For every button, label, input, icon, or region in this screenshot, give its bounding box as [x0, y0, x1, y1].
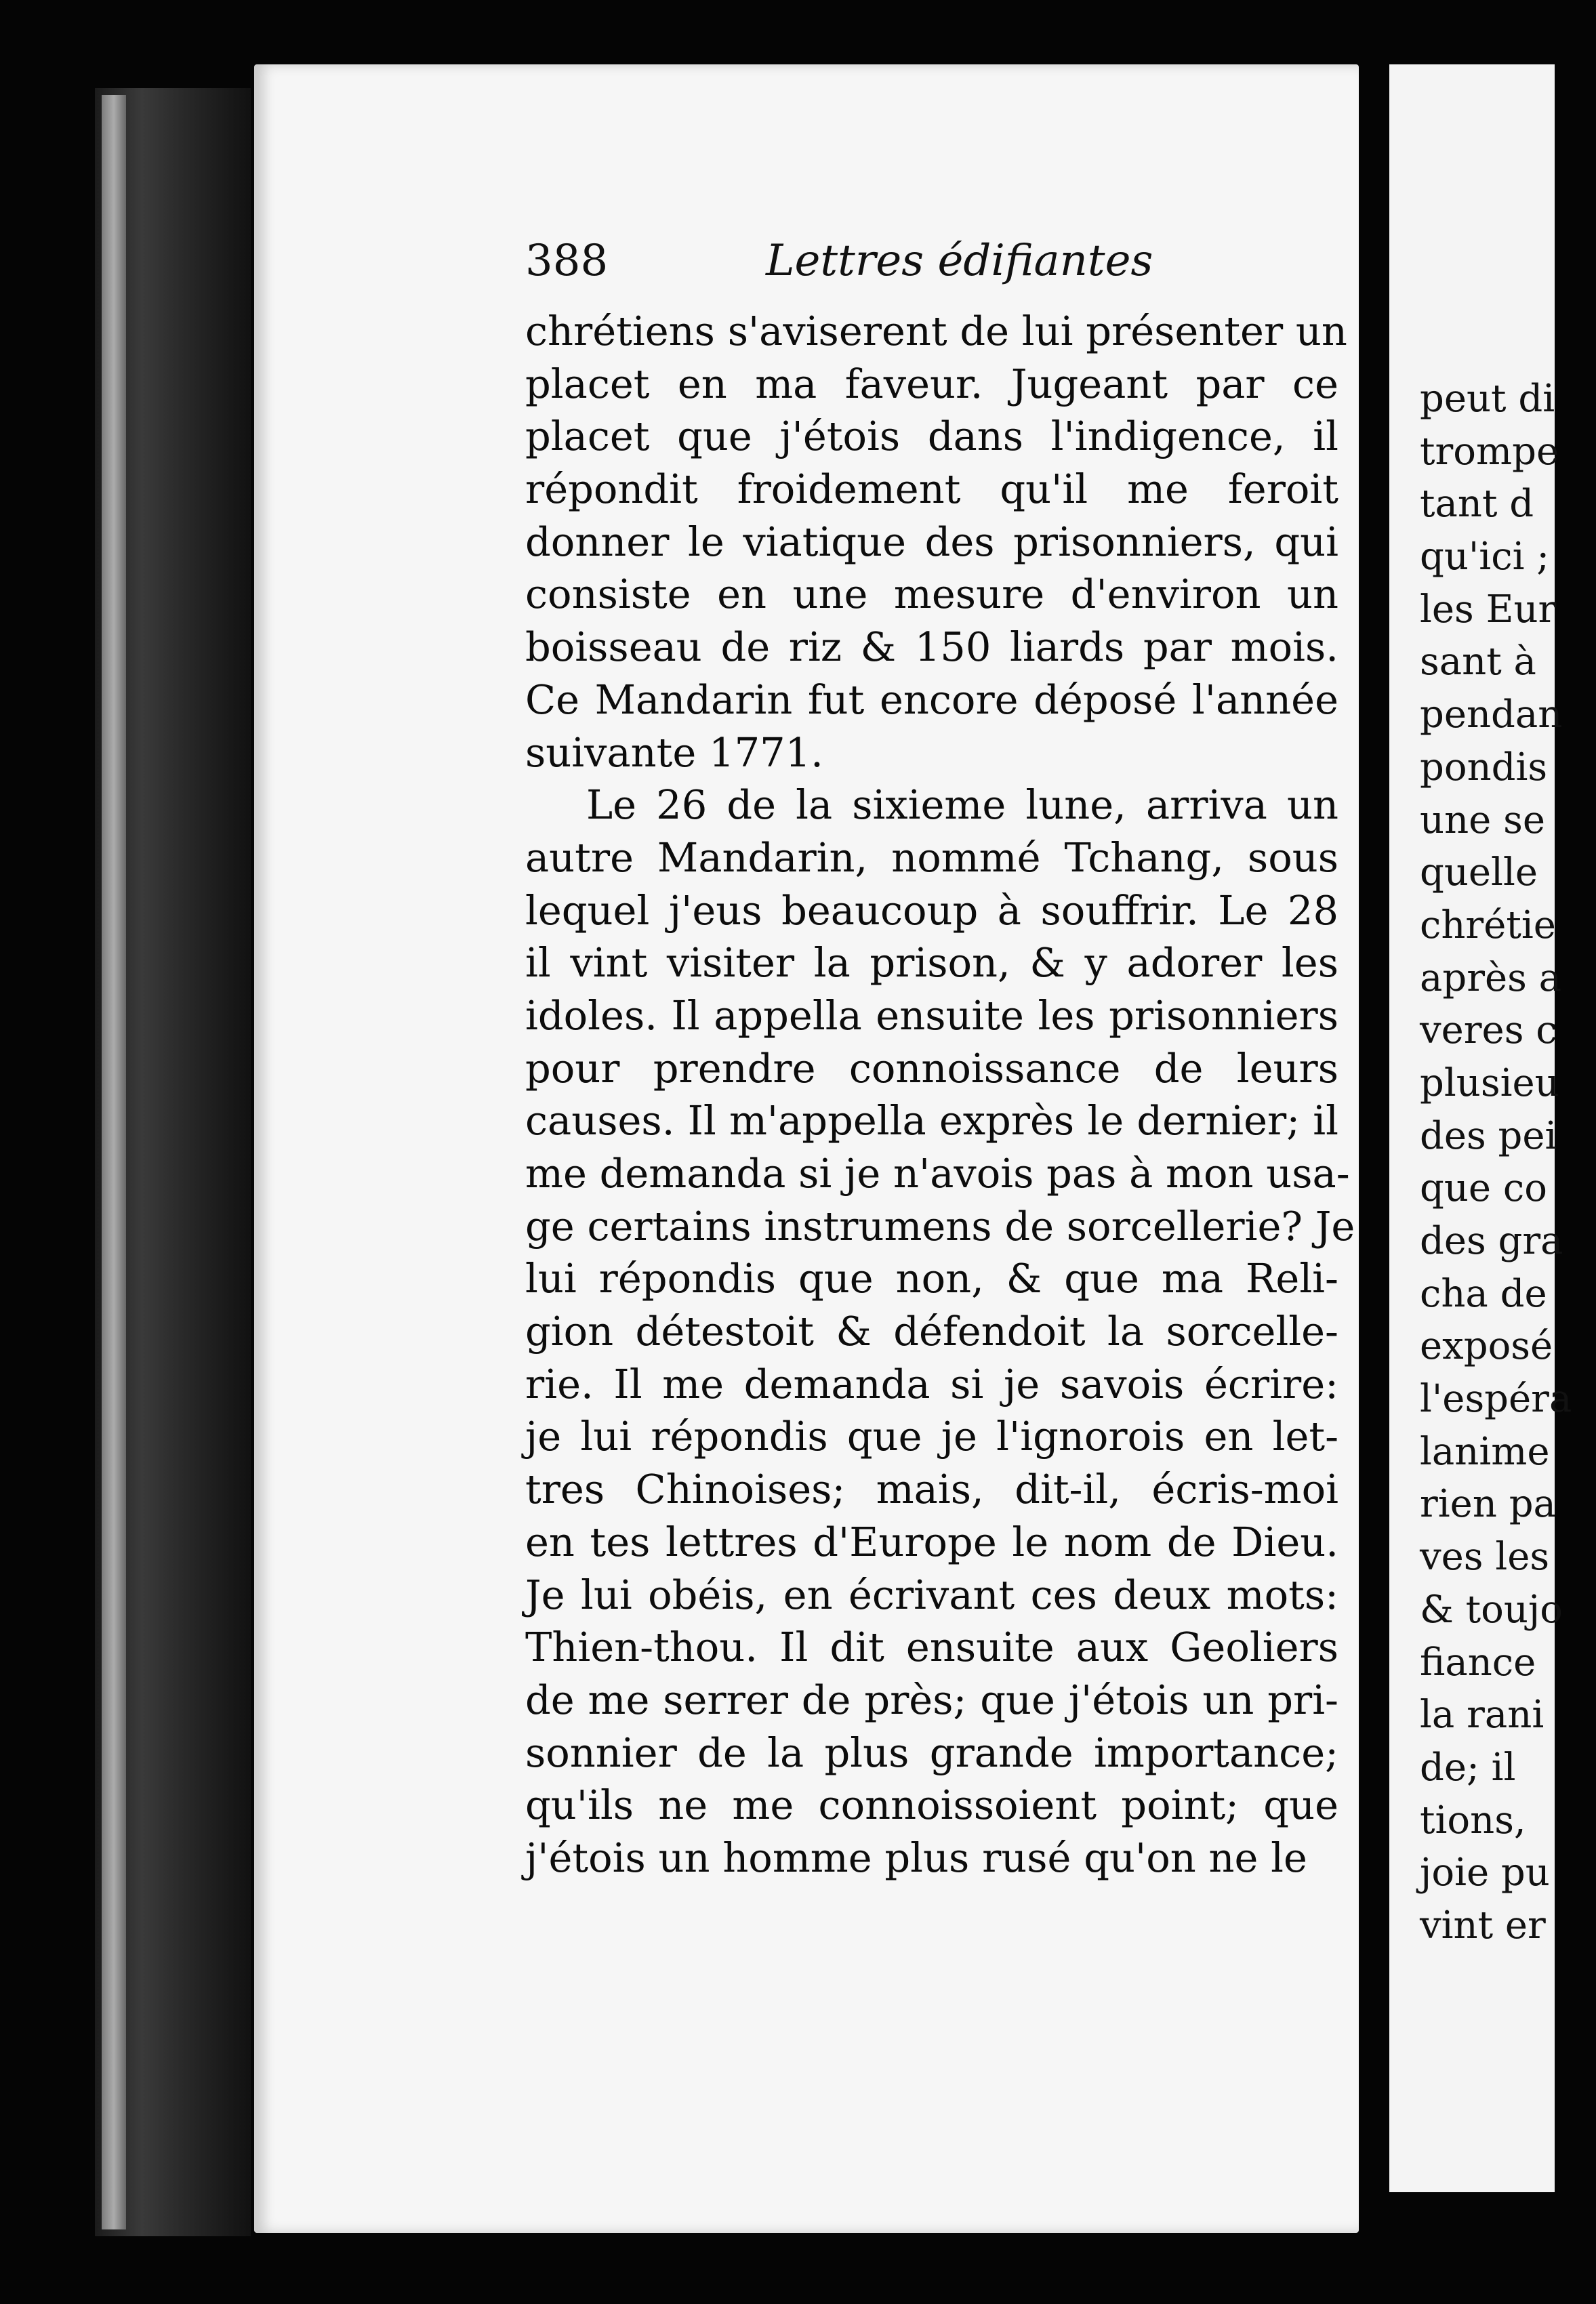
right-page-line: quelle: [1420, 850, 1538, 895]
text-line: suivante 1771.: [525, 728, 823, 776]
text-line: rie. Il me demanda si je savois écrire:: [525, 1360, 1338, 1407]
text-line: donner le viatique des prisonniers, qui: [525, 518, 1338, 565]
text-line: consiste en une mesure d'environ un: [525, 571, 1338, 618]
text-line: Le 26 de la sixieme lune, arriva un: [586, 781, 1338, 829]
text-line: répondit froidement qu'il me feroit: [525, 466, 1338, 513]
right-page-line: pendan: [1420, 693, 1563, 737]
text-line: idoles. Il appella ensuite les prisonniers: [525, 991, 1338, 1039]
right-page-line: vint er: [1420, 1903, 1546, 1948]
right-page-line: joie pu: [1420, 1851, 1550, 1895]
right-page-line: pondis: [1420, 745, 1548, 789]
right-page-line: peut di: [1420, 377, 1555, 421]
text-line: causes. Il m'appella exprès le dernier; il: [525, 1097, 1338, 1145]
text-line: boisseau de riz & 150 liards par mois.: [525, 623, 1338, 671]
text-line: ge certains instrumens de sorcellerie? Je: [525, 1202, 1355, 1250]
text-line: placet que j'étois dans l'indigence, il: [525, 413, 1338, 460]
text-line: Thien-thou. Il dit ensuite aux Geoliers: [525, 1624, 1338, 1671]
right-page-line: des pei: [1420, 1113, 1557, 1158]
right-page-line: fiance: [1420, 1640, 1536, 1685]
page-header: [525, 227, 1338, 295]
text-line: je lui répondis que je l'ignorois en let-: [525, 1413, 1338, 1460]
text-line: autre Mandarin, nommé Tchang, sous: [525, 834, 1338, 881]
text-line: j'étois un homme plus rusé qu'on ne le: [525, 1834, 1307, 1881]
text-line: lequel j'eus beaucoup à souffrir. Le 28: [525, 886, 1338, 934]
right-page-line: cha de: [1420, 1271, 1547, 1316]
text-line: sonnier de la plus grande importance;: [525, 1729, 1338, 1776]
right-page-line: rien pa: [1420, 1482, 1556, 1527]
right-page-line: de; il: [1420, 1745, 1516, 1790]
text-line: il vint visiter la prison, & y adorer les: [525, 939, 1338, 987]
right-page-line: la rani: [1420, 1693, 1544, 1737]
text-line: Ce Mandarin fut encore déposé l'année: [525, 676, 1338, 723]
right-page-partial: [1389, 64, 1572, 2192]
book-page-edges: [102, 95, 126, 2229]
right-page-line: une se: [1420, 798, 1545, 842]
right-page-line: sant à: [1420, 640, 1536, 684]
text-line: de me serrer de près; que j'étois un pri-: [525, 1676, 1338, 1723]
text-line: lui répondis que non, & que ma Reli-: [525, 1255, 1338, 1302]
running-title: Lettres édifiantes: [766, 236, 1153, 286]
right-page-line: des gra: [1420, 1219, 1563, 1263]
right-page-line: l'espéra: [1420, 1377, 1572, 1422]
right-page-line: qu'ici ;: [1420, 535, 1550, 579]
right-page-line: trompe: [1420, 429, 1559, 474]
right-page-line: lanime: [1420, 1429, 1550, 1474]
right-page-line: ves les: [1420, 1535, 1550, 1580]
right-page-line: plusieu: [1420, 1061, 1559, 1105]
text-line: en tes lettres d'Europe le nom de Dieu.: [525, 1518, 1338, 1565]
right-page-line: veres c: [1420, 1008, 1557, 1053]
text-line: qu'ils ne me connoissoient point; que: [525, 1782, 1338, 1829]
right-page-text: [1420, 373, 1596, 1952]
text-line: Je lui obéis, en écrivant ces deux mots:: [525, 1571, 1338, 1618]
right-page-line: exposé: [1420, 1324, 1553, 1369]
text-line: gion détestoit & défendoit la sorcelle-: [525, 1308, 1338, 1355]
text-line: pour prendre connoissance de leurs: [525, 1044, 1338, 1092]
text-line: me demanda si je n'avois pas à mon usa-: [525, 1150, 1350, 1197]
right-page-line: après a: [1420, 955, 1562, 1000]
right-page-line: que co: [1420, 1166, 1547, 1211]
text-line: placet en ma faveur. Jugeant par ce: [525, 360, 1338, 407]
right-page-line: les Eur: [1420, 587, 1557, 632]
right-page-line: tant d: [1420, 482, 1534, 527]
body-text: [525, 305, 1355, 1885]
right-page-line: chrétie: [1420, 903, 1556, 947]
right-page-line: & toujo: [1420, 1587, 1563, 1632]
text-line: chrétiens s'aviserent de lui présenter un: [525, 308, 1347, 354]
page-number: 388: [525, 236, 609, 286]
right-page-line: tions,: [1420, 1798, 1526, 1843]
text-line: tres Chinoises; mais, dit-il, écris-moi: [525, 1466, 1338, 1513]
